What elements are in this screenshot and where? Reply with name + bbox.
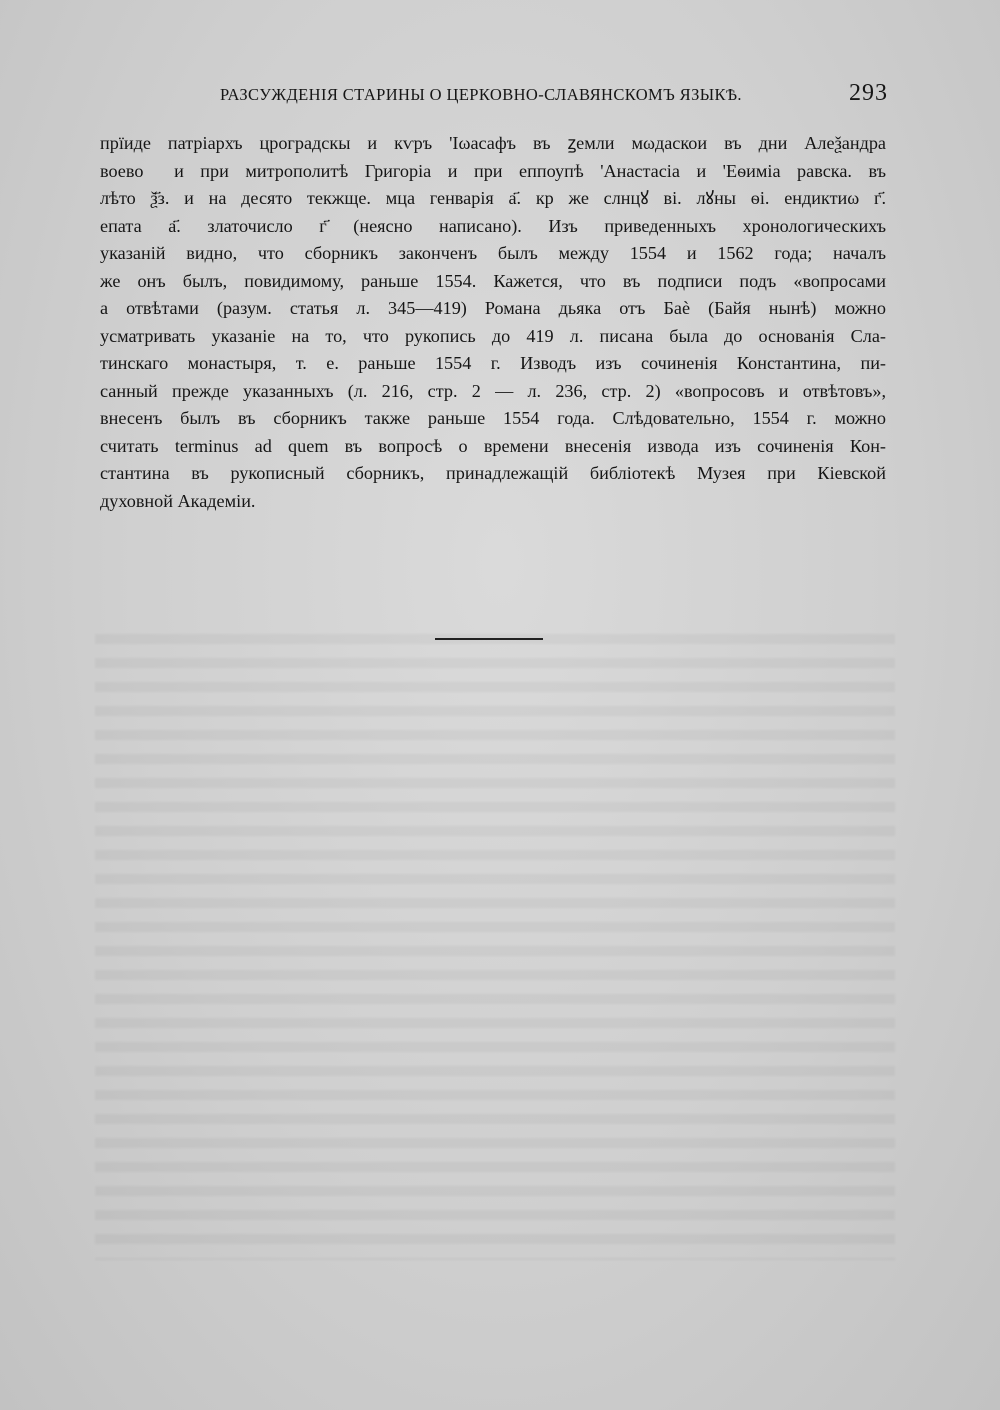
running-title: РАЗСУЖДЕНІЯ СТАРИНЫ О ЦЕРКОВНО-СЛАВЯНСКОМЪ ЯЗЫКѢ. <box>220 85 742 104</box>
page-header <box>100 82 890 112</box>
text-line: епата а҃. златочисло г҃ (неясно написано). Изъ приведенныхъ хронологическихъ <box>100 215 886 236</box>
text-line: тинскаго монастыря, т. е. раньше 1554 г. Изводъ изъ сочиненія Константина, пи- <box>100 353 886 373</box>
text-line: усматривать указаніе на то, что рукопись до 419 л. писана была до основанія Сла- <box>100 325 886 346</box>
text-line: воевоⷣ и при митрополитѣ Григоріа и при еппоупѣ 'Анастасіа и 'Еѳиміа равска. въ <box>100 160 886 181</box>
show-through-text <box>95 620 895 1260</box>
page-number: 293 <box>849 80 888 106</box>
text-line: прїиде патріархъ цроградскы и кѵръ 'Іωасафъ въ ꙁемли мωдаскои въ дни Алеѯандра <box>100 133 886 153</box>
text-line: духовной Академіи. <box>100 490 256 511</box>
section-end-rule <box>435 638 543 640</box>
text-line: лѣто ѯ҃з. и на десято текжще. мца генварія а҃. кр же слнцꙋ ві. лꙋны ѳі. ендиктиω г҃. <box>100 188 886 208</box>
text-line: санный прежде указанныхъ (л. 216, стр. 2 — л. 236, стр. 2) «вопросовъ и отвѣтовъ», <box>100 380 886 401</box>
text-line: считать terminus ad quem въ вопросѣ о времени внесенія извода изъ сочиненія Кон- <box>100 435 886 456</box>
text-line: а отвѣтами (разум. статья л. 345—419) Романа дьяка отъ Баѐ (Байя нынѣ) можно <box>100 298 886 318</box>
body-paragraph <box>100 130 886 515</box>
text-line: указаній видно, что сборникъ законченъ былъ между 1554 и 1562 года; началъ <box>100 243 886 263</box>
text-line: стантина въ рукописный сборникъ, принадлежащій библіотекѣ Музея при Кіевской <box>100 463 886 483</box>
text-line: внесенъ былъ въ сборникъ также раньше 1554 года. Слѣдовательно, 1554 г. можно <box>100 408 886 428</box>
text-line: же онъ былъ, повидимому, раньше 1554. Кажется, что въ подписи подъ «вопросами <box>100 270 886 291</box>
